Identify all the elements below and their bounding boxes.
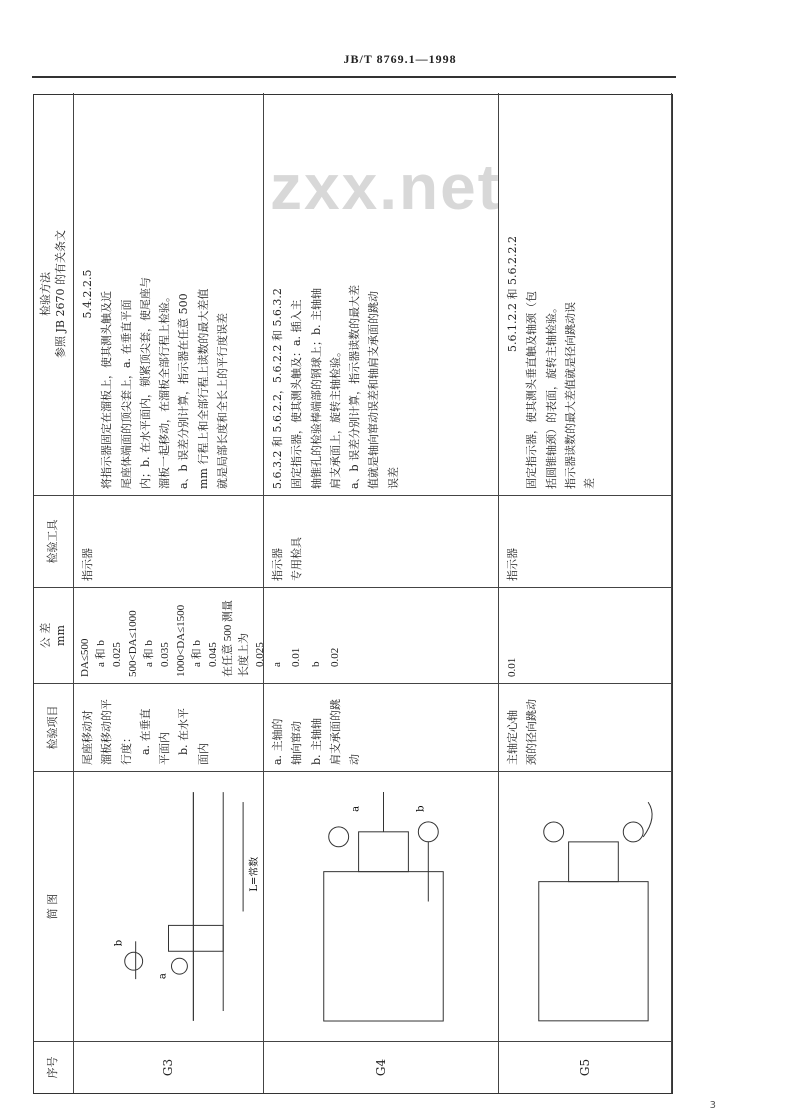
g5-method-line: 指示器读数的最大差值就是径向跳动误 (563, 302, 577, 489)
header-method-ref: 参照 JB 2670 的有关条文 (53, 230, 67, 358)
g3-method-ref: 5.4.2.2.5 (81, 269, 94, 319)
g3-tol-line: a 和 b (142, 640, 155, 667)
row-g5-item (499, 683, 672, 771)
g4-tol-line: b (309, 661, 322, 667)
row-g3-tolerance (74, 587, 267, 683)
row-g5-tolerance: 0.01 (499, 587, 672, 683)
row-g4-tool (264, 495, 499, 587)
g4-method-line: 固定指示器，使其测头触及：a. 插入主 (290, 299, 304, 489)
g4-method-line: 误差 (386, 467, 400, 489)
header-method (34, 93, 74, 495)
g3-method-line: 将指示器固定在溜板上，使其测头触及近 (100, 291, 114, 489)
g3-item-line: 面内 (196, 743, 210, 765)
g4-diagram (264, 772, 498, 1041)
row-g5-tool: 指示器 (499, 495, 672, 587)
g4-tool-line: 专用检具 (290, 537, 304, 581)
g4-label-a: a (350, 805, 362, 812)
g4-headstock (324, 872, 443, 1021)
g4-item-line: 动 (348, 754, 361, 765)
inspection-table-wrapper (33, 94, 673, 1094)
g3-label-a: a (157, 973, 169, 980)
g3-label-b: b (113, 939, 125, 947)
header-no: 序号 (34, 1041, 74, 1093)
g5-method-line: 括圆锥轴颈）的表面，旋转主轴检验。 (544, 302, 558, 489)
g3-tol-line: 长度上为 (238, 633, 251, 677)
row-g3-figure (74, 771, 264, 1041)
row-g4-tolerance (264, 587, 499, 683)
g4-tol-line: 0.01 (290, 647, 303, 667)
g3-item-line: 尾座移动对 (81, 710, 94, 765)
g3-tol-line: 在任意 500 测量 (222, 600, 235, 677)
g5-item-line: 颈的径向跳动 (525, 699, 539, 765)
row-g3-tool: 指示器 (74, 495, 264, 587)
g4-tool-line: 指示器 (271, 548, 284, 581)
header-tolerance (34, 587, 74, 683)
header-tolerance-label: 公 差 (38, 622, 52, 649)
g5-item-line: 主轴定心轴 (506, 710, 519, 765)
g5-diagram (499, 772, 671, 1041)
g3-tailstock (169, 925, 224, 951)
g3-method-line: 就是局部长度和全长上的平行度误差 (215, 313, 229, 489)
g4-item-line: 肩支承面的跳 (328, 699, 342, 765)
standard-number: JB/T 8769.1—1998 (343, 52, 457, 66)
g3-tol-line: DA≤500 (79, 638, 91, 677)
row-g3-item (74, 683, 264, 771)
g3-tol-line: 500<DA≤1000 (126, 610, 139, 677)
g4-tol-line: 0.02 (328, 647, 341, 667)
g3-tol-line: 1000<DA≤1500 (174, 604, 187, 677)
g3-method-line: mm 行程上和全部行程上读数的最大差值 (196, 288, 210, 489)
g5-headstock (539, 882, 648, 1021)
row-g5-method (499, 93, 672, 495)
g3-tol-line: 0.025 (110, 642, 123, 667)
header-method-label: 检验方法 (38, 272, 52, 316)
g3-method-line: a、b 误差分别计算，指示器在任意 500 (177, 293, 191, 489)
g4-indicator-b (329, 827, 349, 847)
g5-indicator-top (544, 822, 564, 842)
row-g4-method (264, 93, 499, 495)
g4-item-line: a. 主轴的 (271, 718, 284, 765)
g4-label-b: b (415, 805, 427, 812)
g4-method-line: a、b 误差分别计算，指示器读数的最大差 (348, 284, 361, 489)
g5-method-line: 固定指示器，使其测头垂直触及轴颈（包 (525, 291, 539, 489)
g3-length-label: L=常数 (249, 856, 261, 892)
watermark: zxx.net (270, 151, 501, 223)
g5-spindle-journal (569, 842, 619, 882)
row-g4-no: G4 (264, 1041, 499, 1093)
g4-item-line: b. 主轴轴 (309, 717, 323, 765)
row-g5-figure (499, 771, 672, 1041)
g5-method-ref: 5.6.1.2.2 和 5.6.2.2.2 (506, 236, 519, 352)
g3-diagram (74, 772, 263, 1041)
g3-method-line: 尾座体端面的顶尖套上，a. 在垂直平面 (119, 299, 133, 489)
g3-tol-line: 0.045 (206, 642, 219, 667)
g3-item-line: 行度： (119, 732, 133, 765)
g3-tol-line: a 和 b (190, 640, 203, 667)
row-g3-no: G3 (74, 1041, 264, 1093)
g3-item-line: 平面内 (158, 732, 171, 765)
header-tool: 检验工具 (34, 495, 74, 587)
row-g3-method (74, 93, 264, 495)
page-number: 3 (709, 1100, 716, 1111)
header-tolerance-unit: mm (53, 625, 67, 646)
g3-tol-line: 0.035 (158, 642, 171, 667)
g3-method-line: 内；b. 在水平面内，锁紧顶尖套，使尾座与 (138, 276, 152, 489)
g3-item-line: b. 在水平 (177, 707, 191, 755)
g3-tol-line: a 和 b (94, 640, 107, 667)
g4-item-line: 轴向窜动 (290, 721, 304, 765)
g3-method-line: 溜板一起移动，在溜板全部行程上检验。 (158, 291, 171, 489)
header-figure: 简 图 (34, 771, 74, 1041)
header-rule (32, 76, 676, 78)
g3-tol-line: 0.025 (254, 642, 267, 667)
row-g5-no: G5 (499, 1041, 672, 1093)
g5-indicator-bottom (623, 822, 643, 842)
g4-method-line: 值就是轴向窜动误差和轴肩支承面的跳动 (367, 291, 381, 489)
g3-indicator-b (125, 952, 143, 970)
g3-item-line: a. 在垂直 (138, 708, 152, 755)
g3-indicator-a (171, 958, 187, 974)
g3-item-line: 溜板移动的平 (100, 699, 114, 765)
g4-spindle (359, 832, 409, 872)
g5-indicator-stand (643, 802, 652, 837)
g4-method-line: 轴锥孔的检验棒端部的钢球上；b. 主轴轴 (309, 287, 323, 489)
g4-indicator-a (418, 822, 438, 842)
g4-method-line: 肩支承面上，旋转主轴检验。 (328, 346, 342, 489)
inspection-table (33, 94, 673, 1094)
row-g4-item (264, 683, 499, 771)
g4-tol-line: a (271, 662, 283, 667)
row-g4-figure (264, 771, 499, 1041)
header-item: 检验项目 (34, 683, 74, 771)
g5-method-line: 差 (583, 478, 596, 489)
g4-method-line: 5.6.3.2 和 5.6.2.2，5.6.2.2 和 5.6.3.2 (271, 288, 284, 489)
